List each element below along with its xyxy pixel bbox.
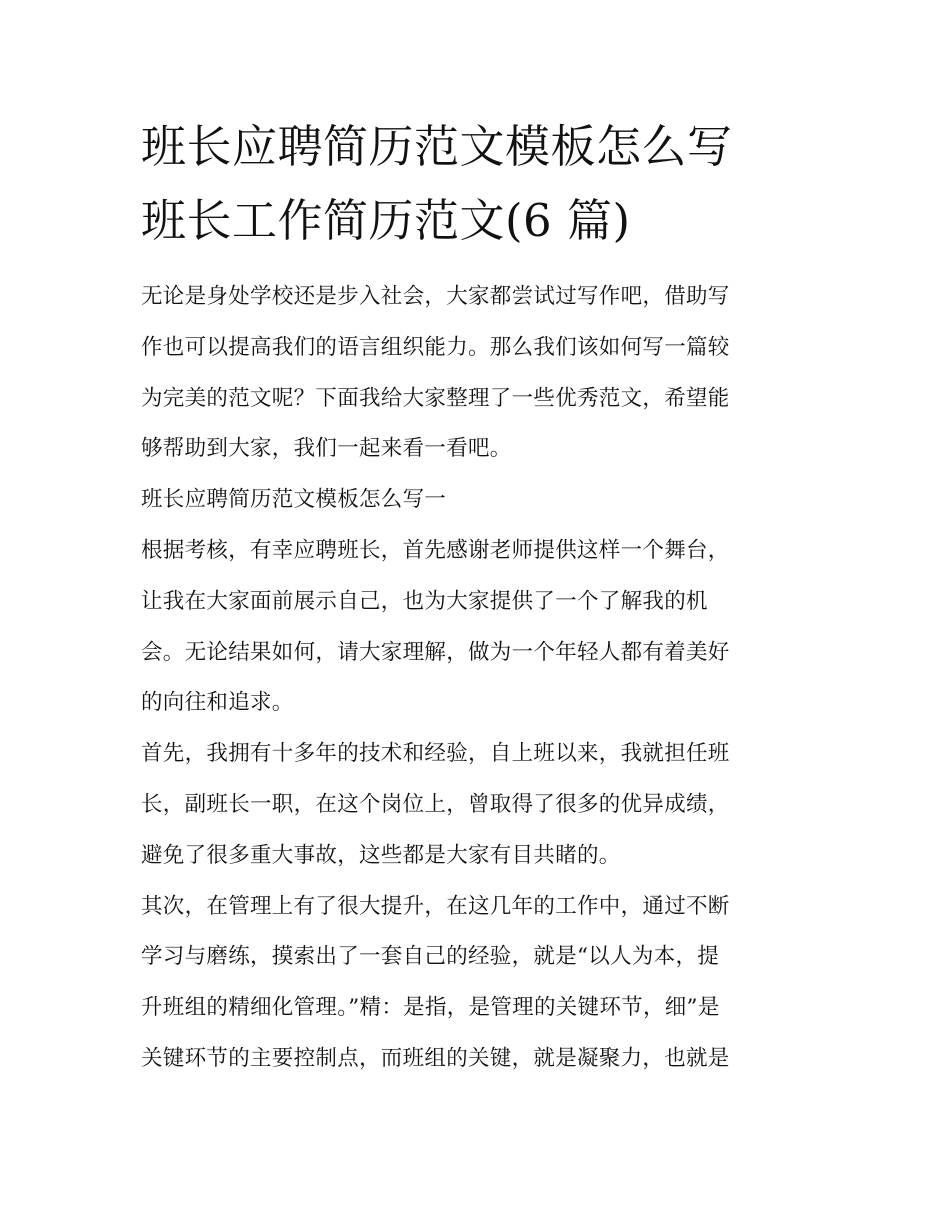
text-line: 够帮助到大家，我们一起来看一看吧。: [141, 436, 512, 462]
paragraph-2: [141, 729, 813, 881]
text-line: 让我在大家面前展示自己，也为大家提供了一个了解我的机: [141, 588, 708, 614]
text-line: 的向往和追求。: [141, 690, 294, 716]
document-body: [141, 272, 813, 1085]
text-line: 升班组的精细化管理。”精：是指，是管理的关键环节，细”是: [141, 995, 720, 1021]
text-line: 避免了很多重大事故，这些都是大家有目共睹的。: [141, 842, 621, 868]
text-line: 首先，我拥有十多年的技术和经验，自上班以来，我就担任班: [141, 741, 730, 767]
text-line: 作也可以提高我们的语言组织能力。那么我们该如何写一篇较: [141, 334, 730, 360]
paragraph-3: [141, 882, 813, 1085]
document-page: [141, 110, 813, 1085]
intro-paragraph: [141, 272, 813, 475]
text-line: 其次，在管理上有了很大提升，在这几年的工作中，通过不断: [141, 893, 730, 919]
text-line: 关键环节的主要控制点，而班组的关键，就是凝聚力，也就是: [141, 1045, 730, 1071]
title-line-2: 班长工作简历范文(6 篇): [141, 194, 631, 247]
text-line: 无论是身处学校还是步入社会，大家都尝试过写作吧，借助写: [141, 284, 730, 309]
text-line: 长，副班长一职，在这个岗位上，曾取得了很多的优异成绩，: [141, 791, 730, 817]
text-line: 学习与磨练，摸索出了一套自己的经验，就是“以人为本，提: [141, 944, 720, 970]
document-title: [141, 110, 813, 258]
title-line-1: 班长应聘简历范文模板怎么写: [141, 120, 733, 173]
paragraph-1: [141, 526, 813, 729]
text-line: 为完美的范文呢？下面我给大家整理了一些优秀范文，希望能: [141, 385, 730, 411]
text-line: 会。无论结果如何，请大家理解，做为一个年轻人都有着美好: [141, 639, 730, 665]
section-heading: 班长应聘简历范文模板怎么写一: [141, 487, 447, 513]
text-line: 根据考核，有幸应聘班长，首先感谢老师提供这样一个舞台，: [141, 537, 730, 563]
